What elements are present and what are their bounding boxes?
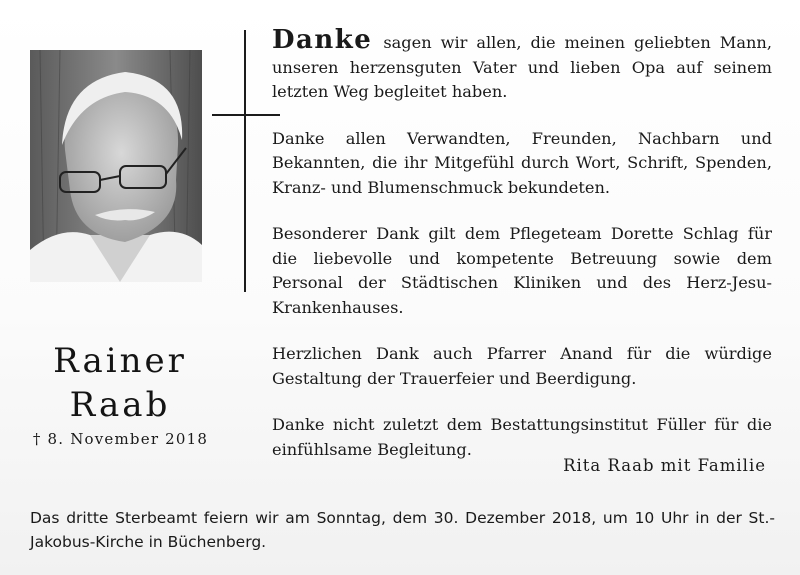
paragraph-relatives: Danke allen Verwandten, Freunden, Nachbarn und Bekannten, die ihr Mitgefühl durch Wort, Schrift, Spenden, Kranz- und Blumenschmuck bekundeten. bbox=[272, 128, 772, 197]
danke-heading: Danke bbox=[272, 25, 373, 55]
paragraph-funeral-home: Danke nicht zuletzt dem Bestattungsinstitut Füller für die einfühlsame Begleitung. bbox=[272, 415, 772, 459]
paragraph-intro bbox=[272, 25, 772, 105]
paragraph-intro-text: sagen wir allen, die meinen geliebten Mann, unseren herzensguten Vater und lieben Opa auf seinem letzten Weg begleitet haben. bbox=[272, 33, 772, 101]
cross-icon-horizontal bbox=[212, 114, 280, 116]
paragraph-pastor: Herzlichen Dank auch Pfarrer Anand für die würdige Gestaltung der Trauerfeier und Beerdigung. bbox=[272, 344, 772, 388]
deceased-first-name: Rainer bbox=[53, 341, 187, 381]
footer-notice: Das dritte Sterbeamt feiern wir am Sonntag, dem 30. Dezember 2018, um 10 Uhr in der St.-Jakobus-Kirche in Büchenberg. bbox=[30, 509, 775, 551]
deceased-last-name: Raab bbox=[69, 385, 171, 425]
death-date: † 8. November 2018 bbox=[32, 430, 209, 448]
signature: Rita Raab mit Familie bbox=[563, 456, 766, 475]
portrait-photo bbox=[30, 50, 202, 282]
cross-icon-vertical bbox=[244, 30, 246, 292]
thanks-text bbox=[272, 25, 772, 462]
paragraph-care-team: Besonderer Dank gilt dem Pflegeteam Dorette Schlag für die liebevolle und kompetente Betreuung sowie dem Personal der Städtischen Kliniken und des Herz-Jesu-Krankenhauses. bbox=[272, 224, 772, 317]
